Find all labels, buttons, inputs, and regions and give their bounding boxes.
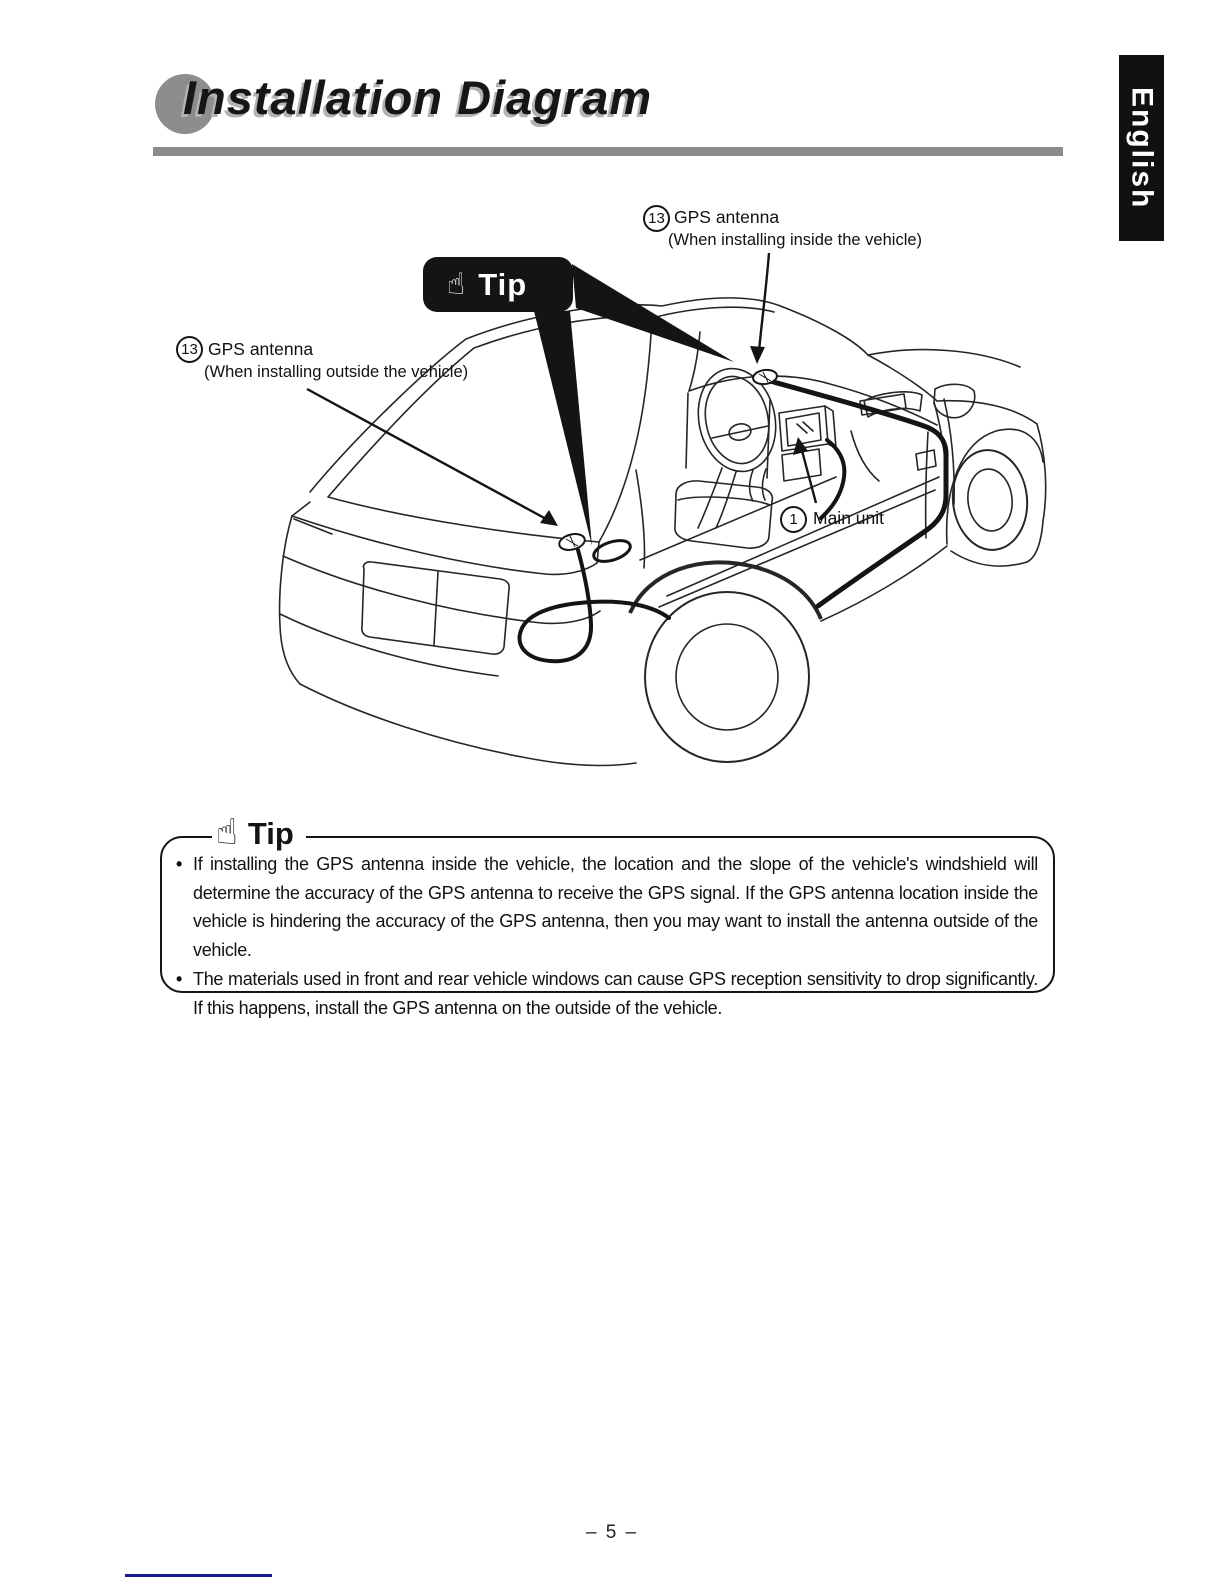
tip-bullet-list (176, 850, 1038, 1023)
pointing-hand-icon: ☝ (216, 812, 238, 853)
page-title: Installation Diagram (183, 71, 653, 124)
tip-bullet-text: If installing the GPS antenna inside the vehicle, the location and the slope of the vehicle's windshield will determine the accuracy of the GPS antenna to receive the GPS signal. If the GPS antenna location inside the vehicle is hindering the accuracy of the GPS antenna, then you may want to install the antenna outside of the vehicle. (193, 854, 1038, 960)
callout-number-outside: 13 (176, 336, 203, 363)
bullet-marker: • (176, 969, 183, 989)
tip-box-heading (212, 799, 306, 851)
tip-flag (423, 257, 573, 312)
tip-flag-label: Tip (478, 266, 528, 302)
callout-label-outside: GPS antenna (208, 339, 314, 359)
callout-number-inside: 13 (643, 205, 670, 232)
callout-note-inside: (When installing inside the vehicle) (668, 231, 923, 249)
callout-note-outside: (When installing outside the vehicle) (204, 363, 469, 381)
gps-antenna-shelf (558, 532, 587, 553)
pointing-hand-icon: ☝ (447, 266, 466, 302)
tip-bullet-item (176, 850, 1038, 964)
callout-label-inside: GPS antenna (674, 207, 780, 227)
page-number: – 5 – (585, 1522, 639, 1543)
language-tab-label: English (1125, 86, 1159, 210)
callout-number-main-unit: 1 (780, 506, 807, 533)
tip-bullet-item (176, 965, 1038, 1022)
wheels (630, 446, 1032, 762)
bullet-marker: • (176, 854, 183, 874)
tip-bullet-text: The materials used in front and rear vehicle windows can cause GPS reception sensitivity to drop significantly. If this happens, install the GPS antenna on the outside of the vehicle. (193, 969, 1038, 1018)
tip-heading-label: Tip (247, 816, 294, 852)
callout-label-main-unit: Main unit (813, 508, 885, 528)
footer-accent-line (125, 1574, 272, 1577)
